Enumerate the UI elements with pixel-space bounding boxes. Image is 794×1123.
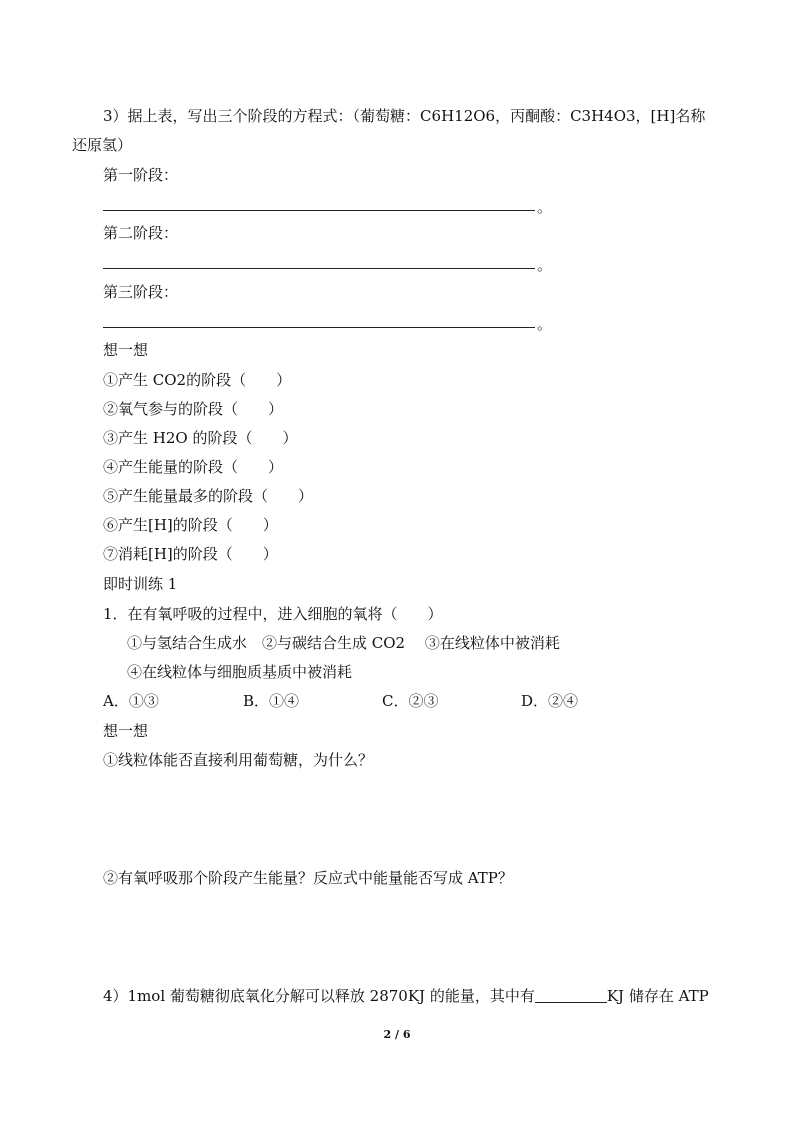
think2-question-1: ①线粒体能否直接利用葡萄糖，为什么？ (103, 751, 374, 769)
training-title: 即时训练 1 (103, 575, 178, 593)
stage3-answer-line[interactable] (103, 327, 535, 328)
think1-item: ⑤产生能量最多的阶段（ ） (103, 487, 314, 505)
think1-item: ②氧气参与的阶段（ ） (103, 400, 284, 418)
stage2-answer-line[interactable] (103, 268, 535, 269)
option-d[interactable]: D．②④ (521, 692, 579, 710)
think1-item: ⑦消耗[H]的阶段（ ） (103, 545, 278, 563)
section4-text-before: 4）1mol 葡萄糖彻底氧化分解可以释放 2870KJ 的能量，其中有 (103, 987, 535, 1005)
stage1-period: 。 (537, 198, 553, 216)
section3-question-cont: 还原氢） (72, 136, 133, 154)
atp-energy-blank[interactable] (535, 988, 607, 1003)
think1-title: 想一想 (103, 341, 149, 359)
option-a[interactable]: A．①③ (103, 692, 159, 710)
think2-question-2: ②有氧呼吸那个阶段产生能量？反应式中能量能否写成 ATP？ (103, 869, 513, 887)
section3-question: 3）据上表，写出三个阶段的方程式：（葡萄糖：C6H12O6，丙酮酸：C3H4O3，[H]名称 (103, 107, 706, 125)
section4-text-after: KJ 储存在 ATP (606, 987, 709, 1005)
think1-item: ④产生能量的阶段（ ） (103, 458, 284, 476)
option-b[interactable]: B．①④ (243, 692, 300, 710)
stage2-label: 第二阶段： (103, 224, 179, 242)
training-statements-line2: ④在线粒体与细胞质基质中被消耗 (127, 663, 353, 681)
page-number: 2 / 6 (383, 1028, 411, 1041)
think1-item: ③产生 H2O 的阶段（ ） (103, 429, 298, 447)
think1-item: ⑥产生[H]的阶段（ ） (103, 516, 278, 534)
stage1-answer-line[interactable] (103, 210, 535, 211)
think1-item: ①产生 CO2的阶段（ ） (103, 371, 292, 389)
stage1-label: 第一阶段： (103, 166, 179, 184)
section4-text (103, 986, 709, 1006)
think2-title: 想一想 (103, 722, 149, 740)
training-question-1: 1．在有氧呼吸的过程中，进入细胞的氧将（ ） (103, 605, 443, 623)
stage3-label: 第三阶段： (103, 283, 179, 301)
option-c[interactable]: C．②③ (382, 692, 439, 710)
stage3-period: 。 (537, 315, 553, 333)
training-statements-line1: ①与氢结合生成水 ②与碳结合生成 CO2 ③在线粒体中被消耗 (127, 634, 560, 652)
stage2-period: 。 (537, 256, 553, 274)
